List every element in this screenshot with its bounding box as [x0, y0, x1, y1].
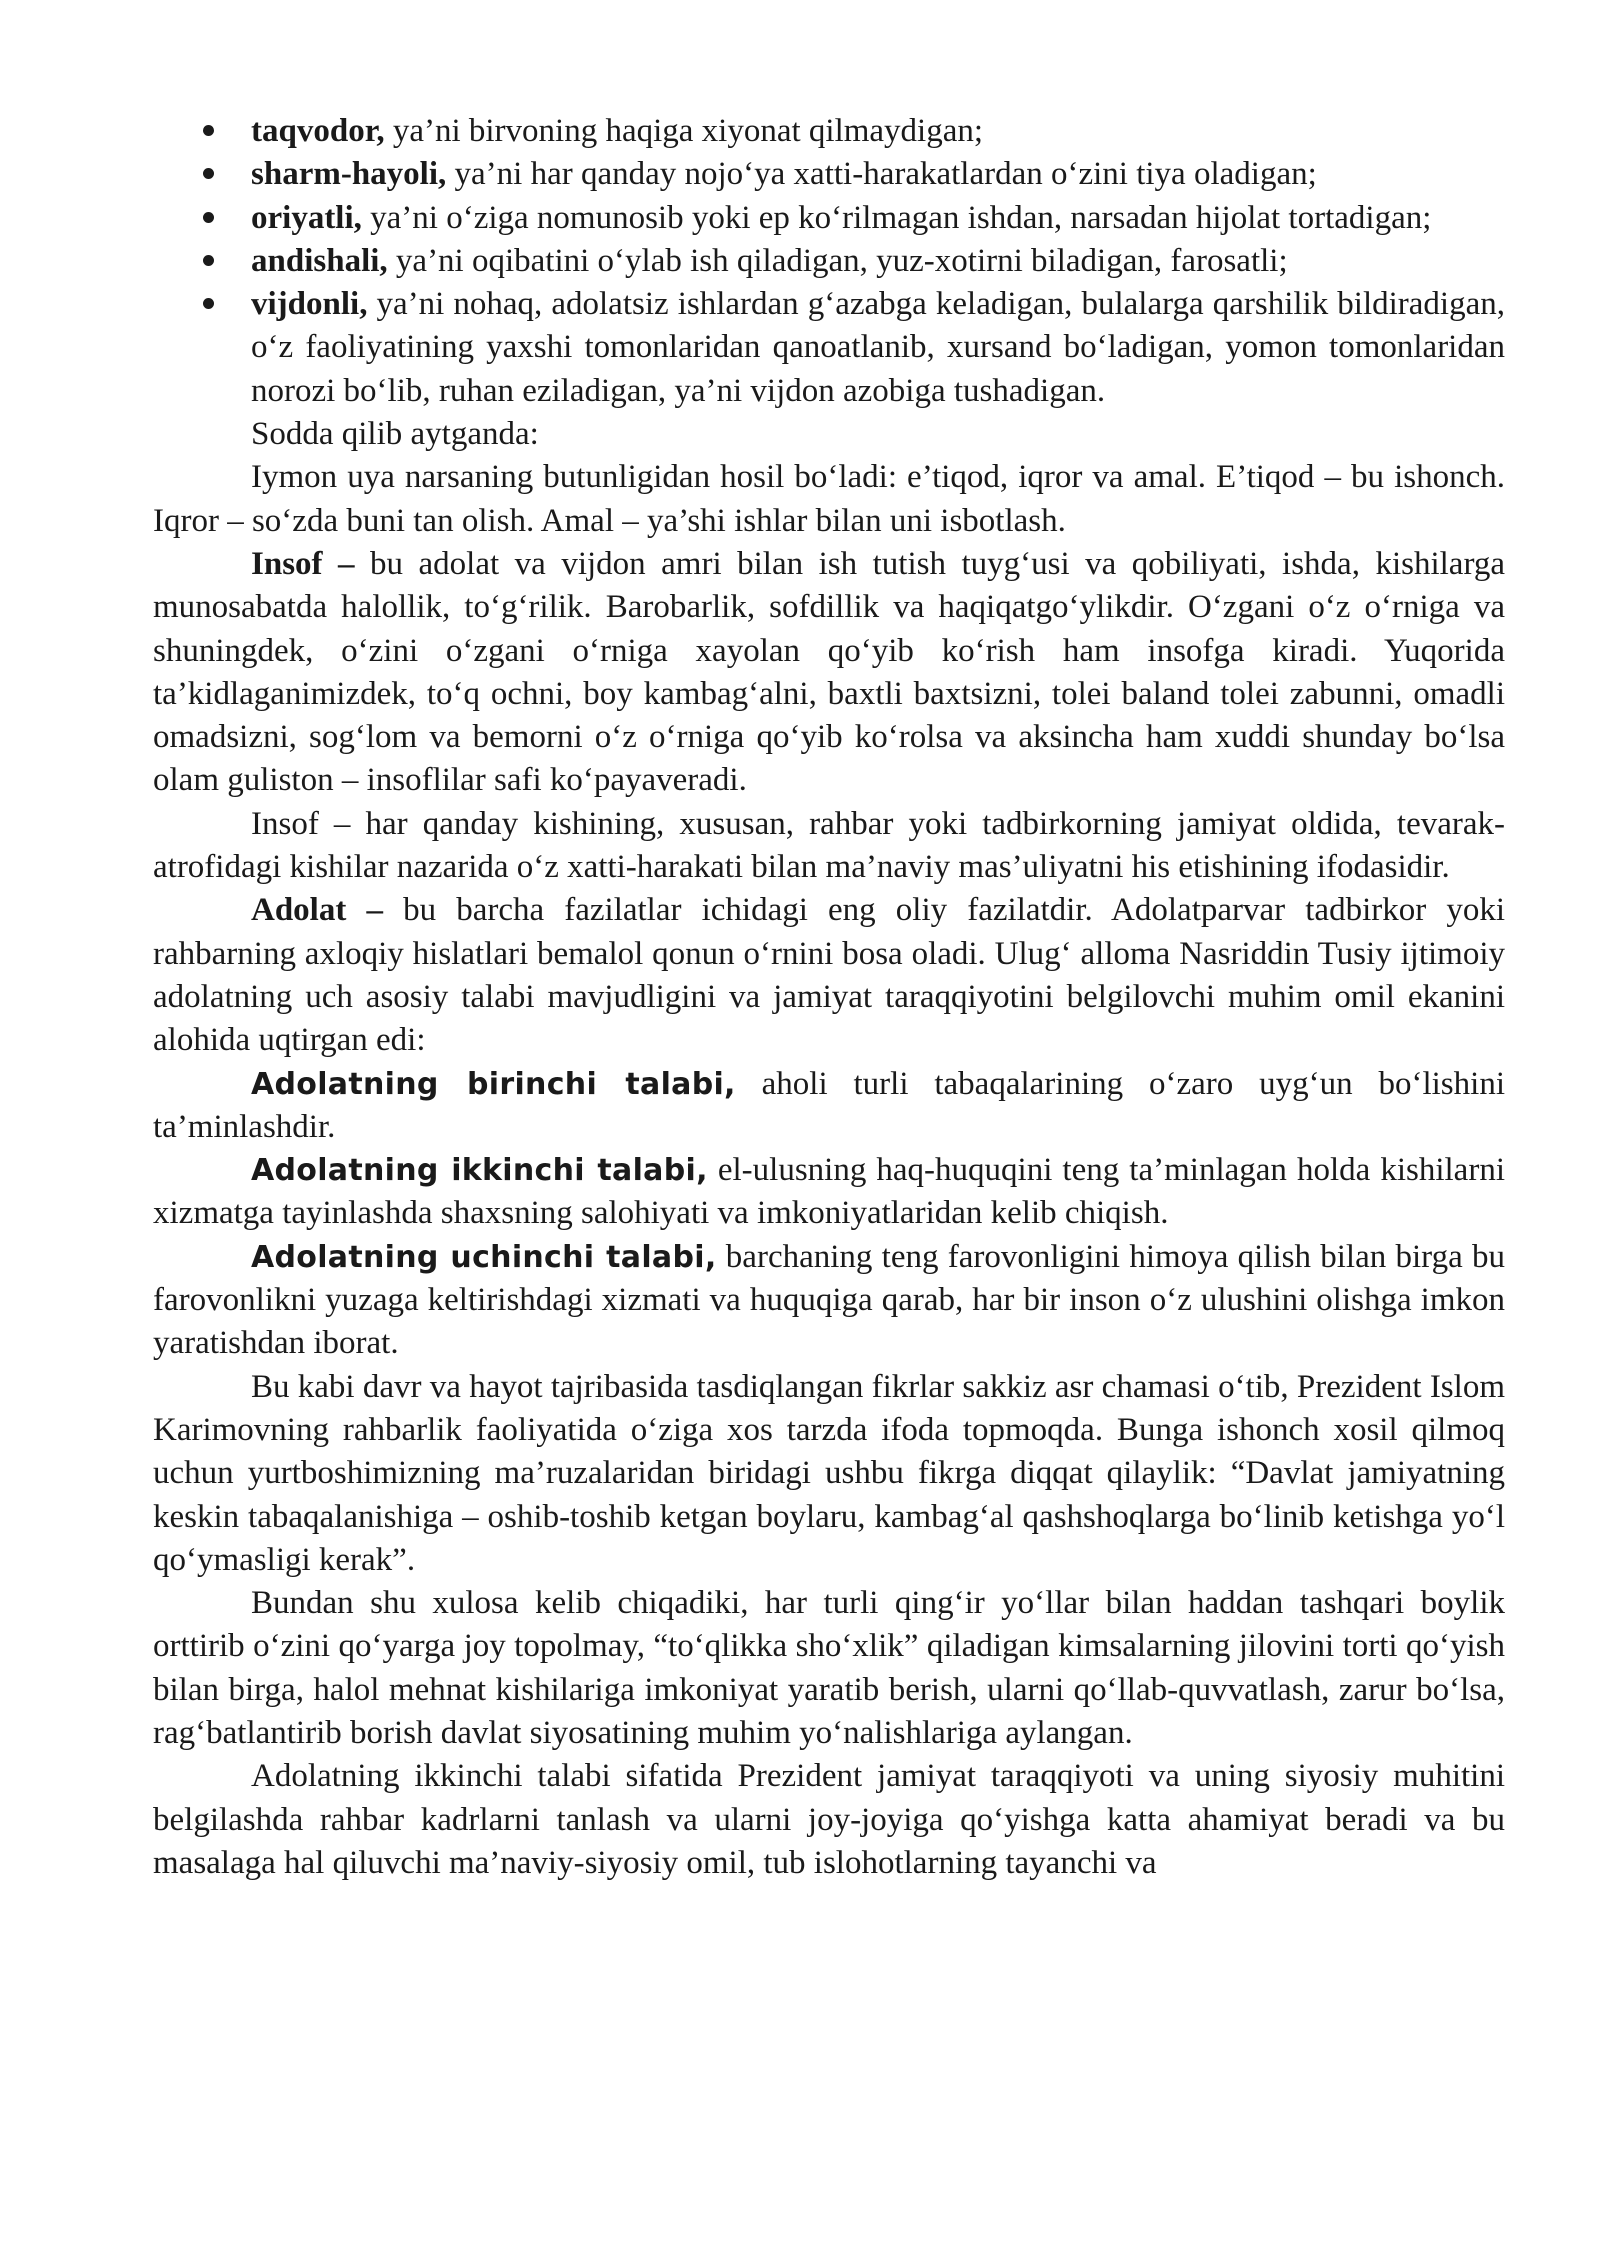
document-page	[153, 110, 1505, 1885]
paragraph-bundan: Bundan shu xulosa kelib chiqadiki, har turli qing‘ir yo‘llar bilan haddan tashqari boylik orttirib o‘zini qo‘yarga joy topolmay, “to‘qlikka sho‘xlik” qiladigan kimsalarning jilovini torti qo‘yish bilan birga, halol mehnat kishilariga imkoniyat yaratib berish, ularni qo‘llab-quvvatlash, zarur bo‘lsa, rag‘batlantirib borish davlat siyosatining muhim yo‘nalishlariga aylangan.	[153, 1585, 1505, 1751]
bullet-icon	[203, 125, 214, 136]
term-adolat: Adolat –	[251, 892, 383, 929]
bullet-icon	[203, 212, 214, 223]
bullet-term: vijdonli,	[251, 286, 368, 323]
term-insof: Insof –	[251, 545, 355, 582]
talab-1-text: aholi turli tabaqalarining o‘zaro uyg‘un bo‘lishini ta’minlashdir.	[153, 1065, 1505, 1145]
paragraph-iymon: Iymon uya narsaning butunligidan hosil bo‘ladi: e’tiqod, iqror va amal. E’tiqod – bu ishonch. Iqror – so‘zda buni tan olish. Amal – ya’shi ishlar bilan uni isbotlash.	[153, 459, 1505, 539]
bullet-text: ya’ni nohaq, adolatsiz ishlardan g‘azabga keladigan, bulalarga qarshilik bildiradigan, o‘z faoliyatining yaxshi tomonlaridan qanoatlanib, xursand bo‘ladigan, yomon tomonlaridan norozi bo‘lib, ruhan eziladigan, ya’ni vijdon azobiga tushadigan.	[251, 286, 1505, 409]
list-item	[153, 197, 1505, 240]
term-talab-1: Adolatning birinchi talabi,	[251, 1066, 736, 1102]
bullet-text: ya’ni oqibatini o‘ylab ish qiladigan, yuz-xotirni biladigan, farosatli;	[387, 242, 1288, 279]
list-item	[153, 283, 1505, 413]
term-talab-2: Adolatning ikkinchi talabi,	[251, 1153, 708, 1189]
paragraph-talab-2	[153, 1149, 1505, 1236]
bullet-text: ya’ni o‘ziga nomunosib yoki ep ko‘rilmagan ishdan, narsadan hijolat tortadigan;	[361, 199, 1432, 236]
bullet-icon	[203, 255, 214, 266]
bullet-text: ya’ni birvoning haqiga xiyonat qilmaydigan;	[384, 113, 984, 149]
paragraph-bu-kabi: Bu kabi davr va hayot tajribasida tasdiqlangan fikrlar sakkiz asr chamasi o‘tib, Prezident Islom Karimovning rahbarlik faoliyatida o‘ziga xos tarzda ifoda topmoqda. Bunga ishonch xosil qilmoq uchun yurtboshimizning ma’ruzalaridan biridagi ushbu fikrga diqqat qilaylik: “Davlat jamiyatning keskin tabaqalanishiga – oshib-toshib ketgan boylaru, kambag‘al qashshoqlarga bo‘linib ketishga yo‘l qo‘ymasligi kerak”.	[153, 1368, 1505, 1578]
paragraph-talab-3	[153, 1236, 1505, 1366]
bullet-term: sharm-hayoli,	[251, 156, 447, 193]
bullet-icon	[203, 168, 214, 179]
paragraph-insof-expression: Insof – har qanday kishining, xususan, rahbar yoki tadbirkorning jamiyat oldida, tevarak-atrofidagi kishilar nazarida o‘z xatti-harakati bilan ma’naviy mas’uliyatni his etishining ifodasidir.	[153, 805, 1505, 886]
talab-3-text: barchaning teng farovonligini himoya qilish bilan birga bu farovonlikni yuzaga keltirishdagi xizmati va huquqiga qarab, har bir inson o‘z ulushini olishga imkon yaratishdan iborat.	[153, 1238, 1505, 1362]
paragraph-talab-1	[153, 1063, 1505, 1150]
list-item	[153, 240, 1505, 283]
bullet-term: taqvodor,	[251, 113, 385, 149]
list-item	[153, 110, 1505, 153]
paragraph-ikkinchi-talab: Adolatning ikkinchi talabi sifatida Prezident jamiyat taraqqiyoti va uning siyosiy muhitini belgilashda rahbar kadrlarni tanlash va ularni joy-joyiga qo‘yishga katta ahamiyat beradi va bu masalaga hal qiluvchi ma’naviy-siyosiy omil, tub islohotlarning tayanchi va	[153, 1758, 1505, 1881]
insof-text: bu adolat va vijdon amri bilan ish tutish tuyg‘usi va qobiliyati, ishda, kishilarga munosabatda halollik, to‘g‘rilik. Barobarlik, sofdillik va haqiqatgo‘ylikdir. O‘zgani o‘z o‘rniga va shuningdek, o‘zini o‘zgani o‘rniga xayolan qo‘yib ko‘rish ham insofga kiradi. Yuqorida ta’kidlaganimizdek, to‘q ochni, boy kambag‘alni, baxtli baxtsizni, tolei baland tolei zabunni, omadli omadsizni, sog‘lom va bemorni o‘z o‘rniga qo‘yib ko‘rolsa va aksincha ham xuddi shunday bo‘lsa olam guliston – insoflilar safi ko‘payaveradi.	[153, 545, 1505, 799]
adolat-text: bu barcha fazilatlar ichidagi eng oliy fazilatdir. Adolatparvar tadbirkor yoki rahbarning axloqiy hislatlari bemalol qonun o‘rnini bosa oladi. Ulug‘ alloma Nasriddin Tusiy ijtimoiy adolatning uch asosiy talabi mavjudligini va jamiyat taraqqiyotini belgilovchi muhim omil ekanini alohida uqtirgan edi:	[153, 892, 1506, 1059]
term-talab-3: Adolatning uchinchi talabi,	[251, 1239, 717, 1275]
bullet-text: ya’ni har qanday nojo‘ya xatti-harakatlardan o‘zini tiya oladigan;	[446, 156, 1317, 193]
paragraph-adolat-definition	[153, 889, 1505, 1062]
virtues-list	[153, 110, 1505, 413]
list-item	[153, 153, 1505, 196]
talab-2-text: el-ulusning haq-huquqini teng ta’minlagan holda kishilarni xizmatga tayinlashda shaxsning salohiyati va imkoniyatlaridan kelib chiqish.	[153, 1152, 1505, 1232]
paragraph-insof-definition	[153, 543, 1505, 803]
bullet-term: oriyatli,	[251, 199, 362, 236]
bullet-term: andishali,	[251, 242, 388, 279]
bullet-icon	[203, 298, 214, 309]
paragraph-sodda: Sodda qilib aytganda:	[251, 416, 539, 453]
